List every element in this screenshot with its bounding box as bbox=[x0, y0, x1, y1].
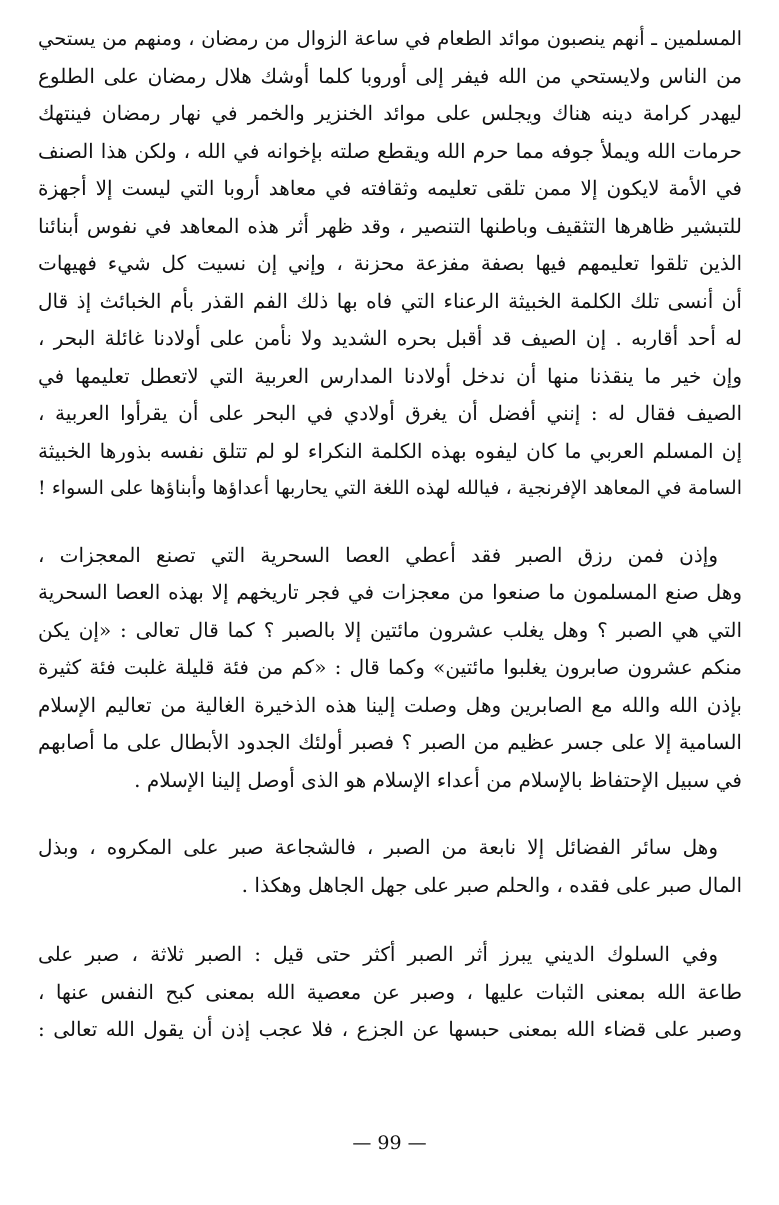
paragraph bbox=[38, 20, 742, 508]
text-line: ليهدر كرامة دينه هناك ويجلس على موائد الخنزير والخمر في نهار رمضان فينتهك bbox=[38, 101, 742, 125]
text-line: السامية إلا على جسر عظيم من الصبر ؟ فصبر أولئك الجدود الأبطال على ما أصابهم bbox=[38, 730, 742, 754]
text-line: طاعة الله بمعنى الثبات عليها ، وصبر عن معصية الله بمعنى كبح النفس عنها ، bbox=[38, 979, 742, 1004]
book-page bbox=[38, 20, 742, 1049]
text-line: وإن خير ما ينقذنا منها أن ندخل أولادنا المدارس العربية التي لاتعطل تعليمها في bbox=[38, 363, 742, 388]
paragraph bbox=[38, 936, 742, 1049]
text-line: بإذن الله والله مع الصابرين وهل وصلت إلينا هذه الذخيرة الغالية من تعاليم الإسلام bbox=[38, 692, 742, 717]
text-line: إن المسلم العربي ما كان ليفوه بهذه الكلمة النكراء لو لم تتلق نفسه بذورها الخبيثة bbox=[38, 438, 742, 463]
paragraph-spacer bbox=[38, 904, 742, 936]
text-line: الصيف فقال له : إنني أفضل أن يغرق أولادي في البحر على أن يقرأوا العربية ، bbox=[38, 401, 742, 425]
text-line: المسلمين ـ أنهم ينصبون موائد الطعام في ساعة الزوال من رمضان ، ومنهم من يستحي bbox=[38, 27, 742, 50]
page-number: — 99 — bbox=[352, 1132, 427, 1154]
text-line: من الناس ولايستحي من الله فيفر إلى أوروبا كلما أوشك هلال رمضان على الطلوع bbox=[38, 63, 742, 88]
text-line: المال صبر على فقده ، والحلم صبر على جهل الجاهل وهكذا . bbox=[241, 872, 742, 897]
text-line: للتبشير ظاهرها التثقيف وباطنها التنصير ، وقد ظهر أثر هذه المعاهد في نفوس أبنائنا bbox=[38, 213, 742, 238]
text-line: وهل صنع المسلمون ما صنعوا من معجزات في فجر تاريخهم إلا بهذه العصا السحرية bbox=[38, 580, 742, 604]
text-line: الذين تلقوا تعليمهم فيها بصفة مفزعة محزنة ، وإني إن نسيت كل شيء فهيهات bbox=[38, 251, 742, 275]
text-line: وفي السلوك الديني يبرز أثر الصبر أكثر حتى قيل : الصبر ثلاثة ، صبر على bbox=[38, 942, 718, 966]
paragraph-spacer bbox=[38, 799, 742, 829]
text-line: في الأمة لايكون إلا ممن تلقى تعليمه وثقافته في معاهد أروبا التي ليست إلا أجهزة bbox=[38, 176, 742, 200]
text-line: أن أنسى تلك الكلمة الخبيثة الرعناء التي فاه بها ذلك الفم القذر بأم الخبائث إذ قال bbox=[38, 288, 742, 313]
text-line: له أحد أقاربه . إن الصيف قد أقبل بحره الشديد ولا نأمن على أولادنا غائلة البحر ، bbox=[38, 326, 742, 350]
text-line: في سبيل الإحتفاظ بالإسلام من أعداء الإسلام هو الذى أوصل إلينا الإسلام . bbox=[134, 767, 742, 792]
paragraph bbox=[38, 537, 742, 800]
paragraph-spacer bbox=[38, 508, 742, 537]
text-line: حرمات الله ويملأ جوفه مما حرم الله ويقطع صلته بإخوانه في الله ، ولكن هذا الصنف bbox=[38, 138, 742, 163]
text-line: وهل سائر الفضائل إلا نابعة من الصبر ، فالشجاعة صبر على المكروه ، وبذل bbox=[38, 835, 718, 859]
text-line: منكم عشرون صابرون يغلبوا مائتين» وكما قال : «كم من فئة قليلة غلبت فئة كثيرة bbox=[38, 655, 742, 679]
paragraph bbox=[38, 829, 742, 904]
text-line: السامة في المعاهد الإفرنجية ، فيالله لهذه اللغة التي يحاربها أعداؤها وأبناؤها على السواء ! bbox=[38, 477, 742, 499]
text-line: وصبر على قضاء الله بمعنى حبسها عن الجزع ، فلا عجب إذن أن يقول الله تعالى : bbox=[38, 1017, 742, 1041]
text-line: وإذن فمن رزق الصبر فقد أعطي العصا السحرية التي تصنع المعجزات ، bbox=[38, 542, 718, 567]
text-line: التي هي الصبر ؟ وهل يغلب عشرون مائتين إلا بالصبر ؟ كما قال تعالى : «إن يكن bbox=[38, 617, 742, 642]
